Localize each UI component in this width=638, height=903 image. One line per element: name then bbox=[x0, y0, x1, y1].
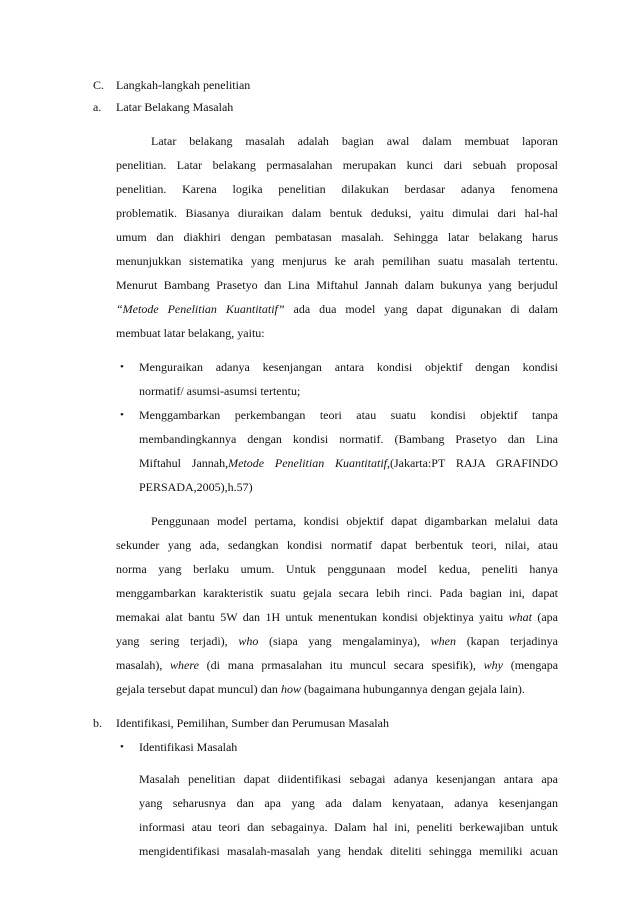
para1-line: problematik. Biasanya diuraikan dalam bentuk deduksi, yaitu dimulai dari hal-hal bbox=[116, 206, 558, 220]
bullet1-line: normatif/ asumsi-asumsi tertentu; bbox=[139, 384, 301, 398]
para1-line: Latar belakang masalah adalah bagian awal dalam membuat laporan bbox=[151, 134, 558, 148]
para1-line: Menurut Bambang Prasetyo dan Lina Miftahul Jannah dalam bukunya yang berjudul bbox=[116, 278, 558, 292]
bullet2-line: Menggambarkan perkembangan teori atau suatu kondisi objektif tanpa bbox=[139, 408, 558, 422]
para2-line: sekunder yang ada, sedangkan kondisi normatif dapat berbentuk teori, nilai, atau bbox=[116, 538, 558, 552]
para3-line: Masalah penelitian dapat diidentifikasi sebagai adanya kesenjangan antara apa bbox=[139, 772, 558, 786]
para2-line: yang sering terjadi), who (siapa yang mengalaminya), when (kapan terjadinya bbox=[116, 634, 558, 648]
para1-line: penelitian. Karena logika penelitian dilakukan berdasar adanya fenomena bbox=[116, 182, 558, 196]
bullet2-citation-line: Miftahul Jannah,Metode Penelitian Kuantitatif,(Jakarta:PT RAJA GRAFINDO bbox=[139, 456, 558, 470]
bullet-icon: • bbox=[120, 409, 124, 421]
bullet1-line: Menguraikan adanya kesenjangan antara kondisi objektif dengan kondisi bbox=[139, 360, 558, 374]
para1-line: penelitian. Latar belakang permasalahan merupakan kunci dari sebuah proposal bbox=[116, 158, 558, 172]
heading-b-marker: b. bbox=[93, 716, 102, 730]
para1-line-with-title: “Metode Penelitian Kuantitatif” ada dua model yang dapat digunakan di dalam bbox=[116, 302, 558, 316]
para2-line: gejala tersebut dapat muncul) dan how (bagaimana hubungannya dengan gejala lain). bbox=[116, 682, 525, 696]
heading-c-title: Langkah-langkah penelitian bbox=[116, 78, 251, 92]
para2-line: menggambarkan karakteristik suatu gejala secara lebih rinci. Pada bagian ini, dapat bbox=[116, 586, 558, 600]
para2-line: masalah), where (di mana prmasalahan itu muncul secara spesifik), why (mengapa bbox=[116, 658, 559, 672]
para1-line: menunjukkan sistematika yang menjurus ke arah pemilihan suatu masalah tertentu. bbox=[116, 254, 558, 268]
book-title: “Metode Penelitian Kuantitatif” bbox=[116, 302, 285, 316]
para3-line: mengidentifikasi masalah-masalah yang hendak diteliti sehingga memiliki acuan bbox=[139, 844, 558, 858]
para1-line: umum dan diakhiri dengan pembatasan masalah. Sehingga latar belakang harus bbox=[116, 230, 558, 244]
para3-line: informasi atau teori dan sebagainya. Dalam hal ini, peneliti berkewajiban untuk bbox=[139, 820, 558, 834]
para2-line: Penggunaan model pertama, kondisi objektif dapat digambarkan melalui data bbox=[151, 514, 558, 528]
heading-c-marker: C. bbox=[93, 78, 105, 92]
para1-line: membuat latar belakang, yaitu: bbox=[116, 326, 265, 340]
bullet-item-identifikasi-masalah: Identifikasi Masalah bbox=[139, 740, 238, 754]
bullet-icon: • bbox=[120, 361, 124, 373]
para2-line: memakai alat bantu 5W dan 1H untuk menentukan kondisi objektinya yaitu what (apa bbox=[116, 610, 558, 624]
heading-a-marker: a. bbox=[93, 100, 102, 114]
bullet2-line: PERSADA,2005),h.57) bbox=[139, 480, 253, 494]
para2-line: norma yang berlaku umum. Untuk penggunaan model kedua, peneliti hanya bbox=[116, 562, 558, 576]
para3-line: yang seharusnya dan apa yang ada dalam kenyataan, adanya kesenjangan bbox=[139, 796, 558, 810]
heading-a-title: Latar Belakang Masalah bbox=[116, 100, 234, 114]
bullet2-line: membandingkannya dengan kondisi normatif. (Bambang Prasetyo dan Lina bbox=[139, 432, 558, 446]
citation-title: Metode Penelitian Kuantitatif bbox=[228, 456, 387, 470]
bullet-icon: • bbox=[120, 741, 124, 753]
heading-b-title: Identifikasi, Pemilihan, Sumber dan Perumusan Masalah bbox=[116, 716, 389, 730]
